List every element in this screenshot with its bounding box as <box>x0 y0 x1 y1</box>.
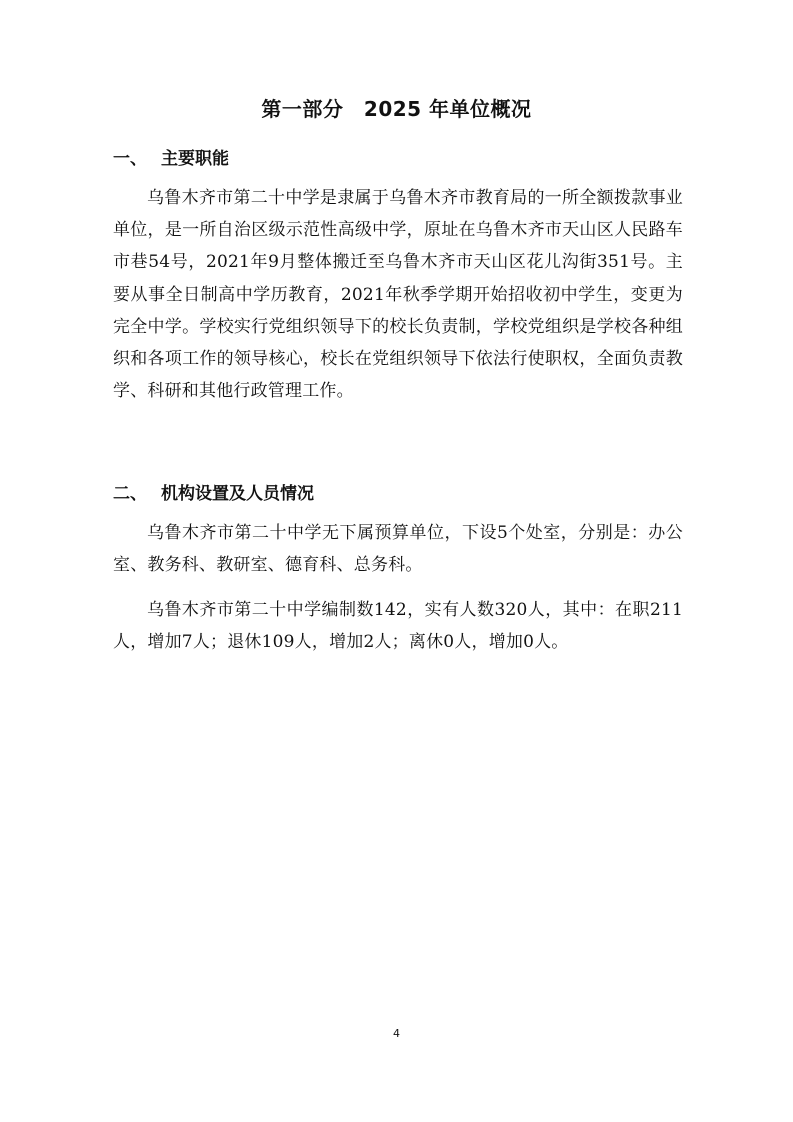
section-heading-main-functions <box>113 147 229 171</box>
paragraph-staff: 乌鲁木齐市第二十中学编制数142，实有人数320人，其中：在职211人，增加7人；退休109人，增加2人；离休0人，增加0人。 <box>113 600 683 653</box>
section-heading-text: 机构设置及人员情况 <box>161 484 314 504</box>
section-number: 二、 <box>113 484 147 504</box>
section-number: 一、 <box>113 149 147 169</box>
section-heading-text: 主要职能 <box>161 149 229 169</box>
paragraph-organization: 乌鲁木齐市第二十中学无下属预算单位，下设5个处室，分别是：办公室、教务科、教研室、德育科、总务科。 <box>113 523 683 576</box>
page-number: 4 <box>393 1027 400 1040</box>
page-title: 第一部分 2025 年单位概况 <box>261 97 532 121</box>
paragraph-main-functions: 乌鲁木齐市第二十中学是隶属于乌鲁木齐市教育局的一所全额拨款事业单位，是一所自治区级示范性高级中学，原址在乌鲁木齐市天山区人民路车市巷54号，2021年9月整体搬迁至乌鲁木齐市天山区花儿沟街351号。主要从事全日制高中学历教育，2021年秋季学期开始招收初中学生，变更为完全中学。学校实行党组织领导下的校长负责制，学校党组织是学校各种组织和各项工作的领导核心，校长在党组织领导下依法行使职权，全面负责教学、科研和其他行政管理工作。 <box>113 188 683 402</box>
section-heading-organization-staff <box>113 482 314 506</box>
